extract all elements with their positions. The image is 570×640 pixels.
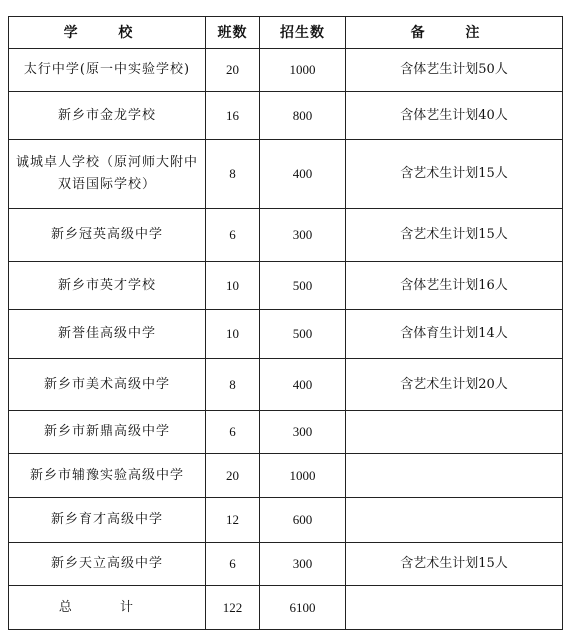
remark [346,454,563,498]
school-name: 新乡市金龙学校 [9,92,206,140]
school-name: 新乡市辅豫实验高级中学 [9,454,206,498]
remark: 含体艺生计划40人 [346,92,563,140]
remark: 含体育生计划14人 [346,310,563,359]
class-count: 20 [206,49,260,92]
header-school: 学 校 [9,17,206,49]
enrollment-count: 500 [260,310,346,359]
total-classes: 122 [206,586,260,630]
enrollment-table [8,16,563,630]
table-row [9,359,563,411]
header-note: 备 注 [346,17,563,49]
class-count: 6 [206,411,260,454]
total-enrollment: 6100 [260,586,346,630]
enrollment-count: 600 [260,498,346,543]
remark: 含艺术生计划15人 [346,209,563,262]
class-count: 6 [206,543,260,586]
table-row [9,411,563,454]
remark: 含体艺生计划50人 [346,49,563,92]
total-row [9,586,563,630]
class-count: 8 [206,140,260,209]
table-row [9,454,563,498]
school-name: 新誉佳高级中学 [9,310,206,359]
table-row [9,310,563,359]
class-count: 10 [206,262,260,310]
school-name: 新乡天立高级中学 [9,543,206,586]
remark: 含艺术生计划20人 [346,359,563,411]
enrollment-count: 300 [260,411,346,454]
class-count: 12 [206,498,260,543]
class-count: 16 [206,92,260,140]
table-row [9,262,563,310]
class-count: 20 [206,454,260,498]
remark: 含艺术生计划15人 [346,140,563,209]
table-row [9,543,563,586]
enrollment-count: 1000 [260,49,346,92]
table-row [9,49,563,92]
class-count: 10 [206,310,260,359]
remark: 含体艺生计划16人 [346,262,563,310]
enrollment-count: 500 [260,262,346,310]
school-name: 新乡市英才学校 [9,262,206,310]
header-classes: 班数 [206,17,260,49]
remark: 含艺术生计划15人 [346,543,563,586]
school-name: 诚城卓人学校（原河师大附中双语国际学校） [9,140,206,209]
school-name: 太行中学(原一中实验学校) [9,49,206,92]
enrollment-count: 300 [260,543,346,586]
remark [346,498,563,543]
school-name: 新乡育才高级中学 [9,498,206,543]
enrollment-count: 400 [260,359,346,411]
total-remark [346,586,563,630]
enrollment-count: 1000 [260,454,346,498]
class-count: 8 [206,359,260,411]
table-header-row [9,17,563,49]
school-name: 新乡冠英高级中学 [9,209,206,262]
class-count: 6 [206,209,260,262]
school-name: 新乡市美术高级中学 [9,359,206,411]
table-row [9,140,563,209]
enrollment-count: 800 [260,92,346,140]
enrollment-count: 300 [260,209,346,262]
total-label: 总 计 [9,586,206,630]
table-row [9,498,563,543]
header-enrollment: 招生数 [260,17,346,49]
enrollment-count: 400 [260,140,346,209]
remark [346,411,563,454]
school-name: 新乡市新鼎高级中学 [9,411,206,454]
table-row [9,209,563,262]
table-row [9,92,563,140]
